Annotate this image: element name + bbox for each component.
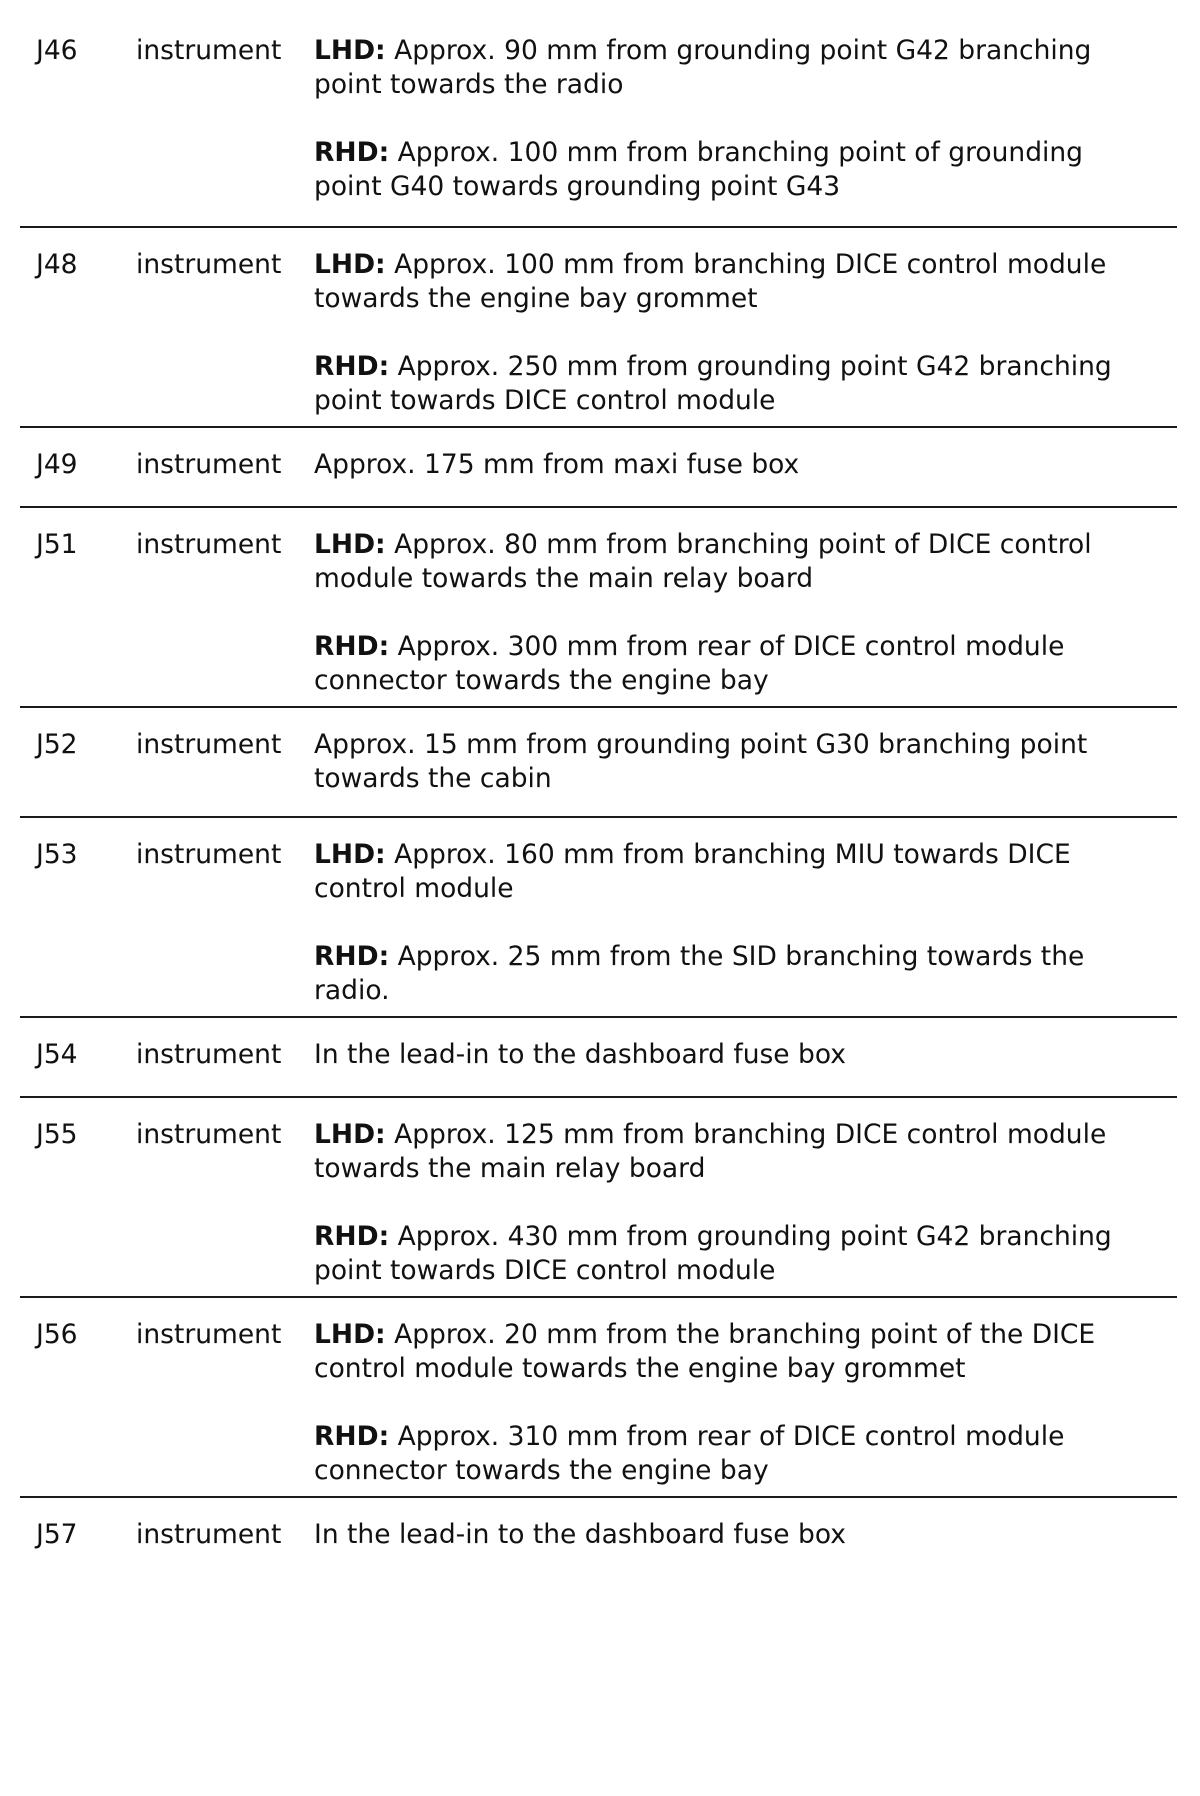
junction-location: instrument	[136, 1039, 282, 1070]
table-row	[20, 1496, 1177, 1576]
row-divider	[20, 1096, 1177, 1098]
junction-id: J53	[36, 839, 78, 870]
junction-location: instrument	[136, 449, 282, 480]
description-paragraph	[314, 136, 1157, 204]
junction-location: instrument	[136, 839, 282, 870]
table-row	[20, 506, 1177, 706]
table-row	[20, 1096, 1177, 1296]
description-paragraph	[314, 1318, 1157, 1386]
drive-side-label: RHD:	[314, 1421, 390, 1452]
description-text: Approx. 15 mm from grounding point G30 branching point towards the cabin	[314, 729, 1088, 794]
drive-side-label: RHD:	[314, 1221, 390, 1252]
junction-id: J49	[36, 449, 78, 480]
junction-location: instrument	[136, 529, 282, 560]
description-paragraph	[314, 838, 1157, 906]
junction-location: instrument	[136, 1519, 282, 1550]
description-paragraph	[314, 1420, 1157, 1488]
description-text: Approx. 20 mm from the branching point of the DICE control module towards the engine bay grommet	[314, 1319, 1096, 1384]
drive-side-label: RHD:	[314, 137, 390, 168]
junction-description	[314, 1118, 1177, 1288]
description-text: Approx. 100 mm from branching DICE control module towards the engine bay grommet	[314, 249, 1107, 314]
description-paragraph	[314, 1038, 1157, 1072]
row-divider	[20, 1296, 1177, 1298]
junction-id: J56	[36, 1319, 78, 1350]
description-paragraph	[314, 448, 1157, 482]
description-paragraph	[314, 34, 1157, 102]
drive-side-label: RHD:	[314, 631, 390, 662]
table-row	[20, 1016, 1177, 1096]
junction-description	[314, 448, 1177, 482]
row-divider	[20, 1496, 1177, 1498]
description-paragraph	[314, 528, 1157, 596]
junction-id: J48	[36, 249, 78, 280]
description-paragraph	[314, 728, 1157, 796]
table-row	[20, 706, 1177, 816]
drive-side-label: RHD:	[314, 351, 390, 382]
junction-description	[314, 34, 1177, 204]
description-text: Approx. 125 mm from branching DICE control module towards the main relay board	[314, 1119, 1107, 1184]
description-text: Approx. 175 mm from maxi fuse box	[314, 449, 800, 480]
drive-side-label: LHD:	[314, 1119, 386, 1150]
junction-id: J52	[36, 729, 78, 760]
table-row	[20, 1296, 1177, 1496]
table-row	[20, 14, 1177, 226]
description-text: Approx. 25 mm from the SID branching towards the radio.	[314, 941, 1085, 1006]
description-text: Approx. 100 mm from branching point of grounding point G40 towards grounding point G43	[314, 137, 1084, 202]
description-paragraph	[314, 350, 1157, 418]
junction-location: instrument	[136, 249, 282, 280]
row-divider	[20, 506, 1177, 508]
junction-location: instrument	[136, 1119, 282, 1150]
description-text: Approx. 300 mm from rear of DICE control module connector towards the engine bay	[314, 631, 1065, 696]
description-paragraph	[314, 248, 1157, 316]
junction-id: J57	[36, 1519, 78, 1550]
drive-side-label: RHD:	[314, 941, 390, 972]
junction-id: J46	[36, 35, 78, 66]
row-divider	[20, 816, 1177, 818]
junction-id: J55	[36, 1119, 78, 1150]
junction-location: instrument	[136, 729, 282, 760]
description-text: In the lead-in to the dashboard fuse box	[314, 1519, 846, 1550]
junction-location: instrument	[136, 35, 282, 66]
junction-description	[314, 728, 1177, 796]
description-text: Approx. 430 mm from grounding point G42 branching point towards DICE control module	[314, 1221, 1112, 1286]
row-divider	[20, 706, 1177, 708]
junction-table	[20, 14, 1177, 1576]
junction-description	[314, 1518, 1177, 1552]
junction-location: instrument	[136, 1319, 282, 1350]
junction-description	[314, 248, 1177, 418]
table-row	[20, 426, 1177, 506]
description-paragraph	[314, 630, 1157, 698]
drive-side-label: LHD:	[314, 839, 386, 870]
row-divider	[20, 1016, 1177, 1018]
row-divider	[20, 426, 1177, 428]
description-text: Approx. 80 mm from branching point of DICE control module towards the main relay board	[314, 529, 1092, 594]
description-text: Approx. 90 mm from grounding point G42 branching point towards the radio	[314, 35, 1092, 100]
table-row	[20, 226, 1177, 426]
junction-description	[314, 1038, 1177, 1072]
description-paragraph	[314, 1118, 1157, 1186]
description-text: Approx. 310 mm from rear of DICE control module connector towards the engine bay	[314, 1421, 1065, 1486]
junction-description	[314, 528, 1177, 698]
junction-description	[314, 838, 1177, 1008]
junction-id: J54	[36, 1039, 78, 1070]
junction-description	[314, 1318, 1177, 1488]
drive-side-label: LHD:	[314, 529, 386, 560]
description-text: Approx. 160 mm from branching MIU towards DICE control module	[314, 839, 1071, 904]
drive-side-label: LHD:	[314, 35, 386, 66]
description-paragraph	[314, 1518, 1157, 1552]
table-row	[20, 816, 1177, 1016]
description-text: In the lead-in to the dashboard fuse box	[314, 1039, 846, 1070]
description-paragraph	[314, 1220, 1157, 1288]
row-divider	[20, 226, 1177, 228]
description-paragraph	[314, 940, 1157, 1008]
description-text: Approx. 250 mm from grounding point G42 branching point towards DICE control module	[314, 351, 1112, 416]
drive-side-label: LHD:	[314, 1319, 386, 1350]
drive-side-label: LHD:	[314, 249, 386, 280]
junction-id: J51	[36, 529, 78, 560]
